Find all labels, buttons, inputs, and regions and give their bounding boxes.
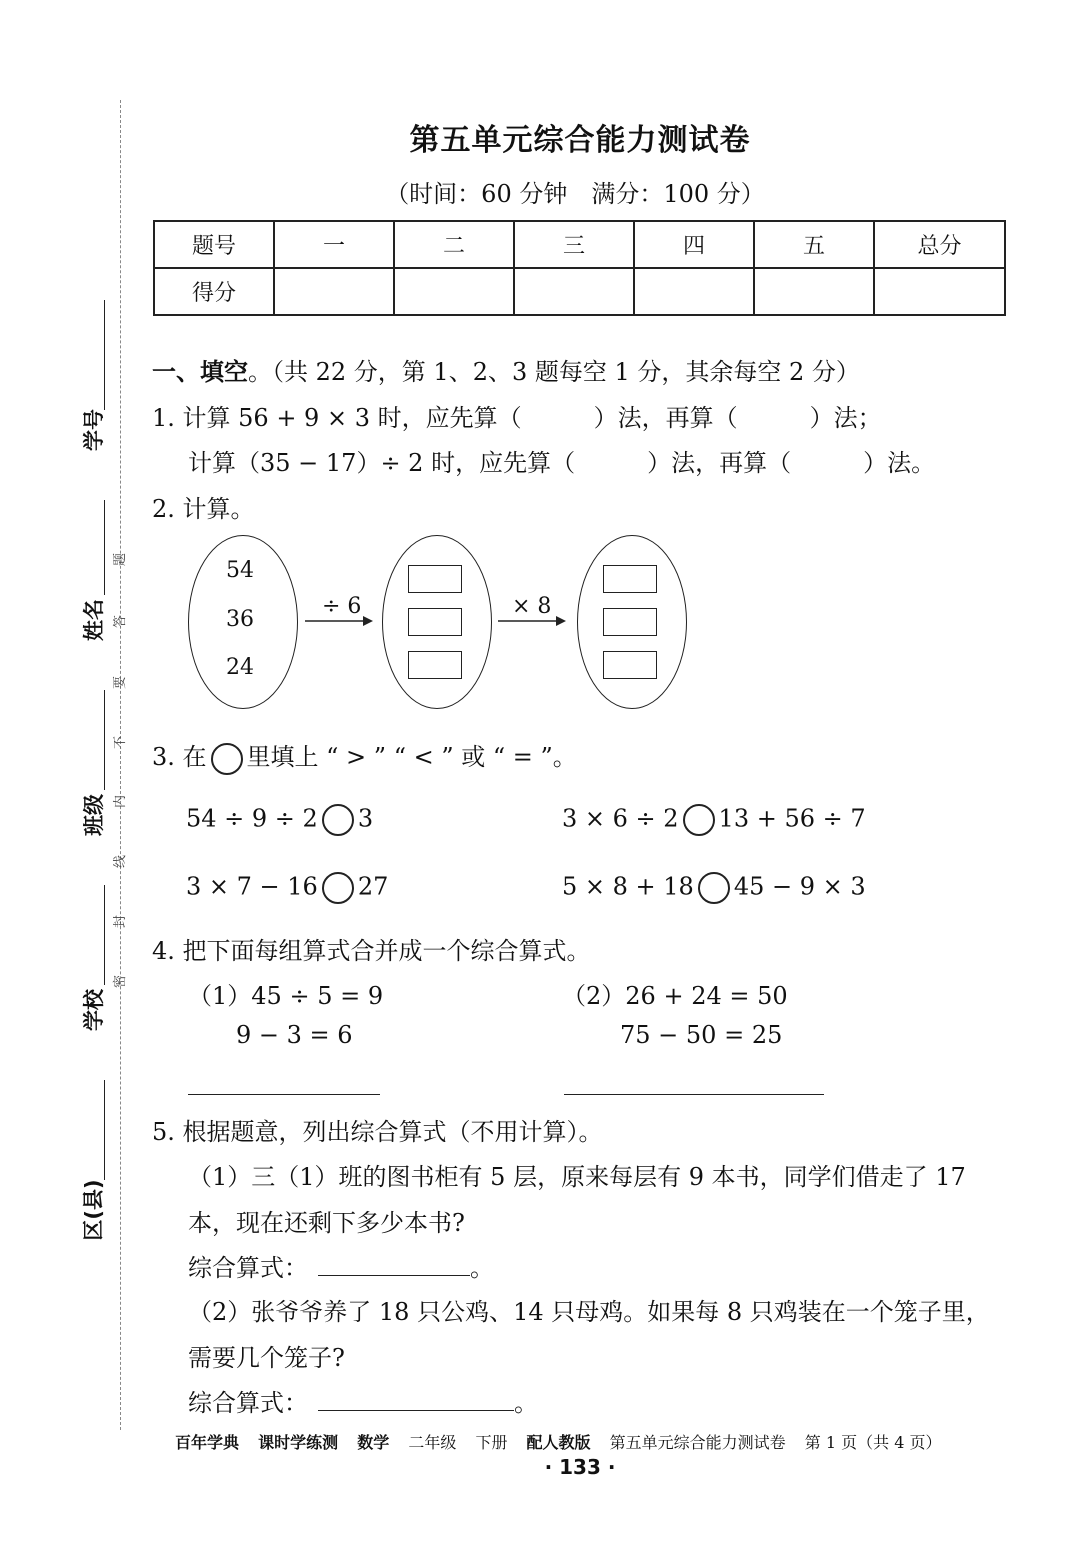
question-1-line-2: 计算（35 − 17）÷ 2 时，应先算（ ）法，再算（ ）法。 bbox=[188, 449, 936, 477]
answer-line[interactable] bbox=[188, 1094, 380, 1095]
score-cell[interactable] bbox=[514, 268, 634, 315]
footer-subject: 数学 bbox=[357, 1433, 390, 1452]
page-title: 第五单元综合能力测试卷 bbox=[409, 123, 751, 158]
group-label: （2） bbox=[562, 982, 626, 1010]
ellipse-number: 24 bbox=[226, 655, 254, 680]
footer-brand: 百年学典 bbox=[175, 1433, 240, 1452]
binding-dotted-line bbox=[120, 100, 121, 1430]
district-label: 区(县) bbox=[81, 1179, 106, 1241]
compare-circle[interactable] bbox=[698, 872, 730, 904]
compare-item bbox=[562, 804, 866, 836]
table-header-cell: 总分 bbox=[874, 221, 1005, 268]
formula-label: 综合算式： bbox=[188, 1389, 308, 1417]
problem-2-line-2: 需要几个笼子? bbox=[188, 1344, 345, 1372]
group-2 bbox=[562, 976, 788, 1011]
student-id-label: 学号 bbox=[82, 409, 106, 451]
equation: 26 + 24 = 50 bbox=[625, 982, 788, 1010]
footer-series: 课时学练测 bbox=[258, 1433, 339, 1452]
problem-1-line-2: 本，现在还剩下多少本书? bbox=[188, 1209, 465, 1237]
compare-left: 5 × 8 + 18 bbox=[562, 872, 694, 901]
question-3-stem-a: 3. 在 bbox=[152, 743, 207, 771]
question-3-stem bbox=[152, 737, 577, 775]
page-number: · 133 · bbox=[544, 1455, 616, 1479]
seal-char: 密 bbox=[113, 974, 129, 989]
arrow-right-icon bbox=[305, 614, 375, 628]
equation: 75 − 50 = 25 bbox=[620, 1021, 783, 1049]
footer-paper: 第五单元综合能力测试卷 bbox=[609, 1433, 786, 1452]
question-1-line-1: 1. 计算 56 + 9 × 3 时，应先算（ ）法，再算（ ）法； bbox=[152, 404, 882, 432]
compare-left: 54 ÷ 9 ÷ 2 bbox=[186, 804, 318, 833]
section-desc: 。（共 22 分，第 1、2、3 题每空 1 分，其余每空 2 分） bbox=[248, 358, 860, 386]
student-id-blank bbox=[104, 300, 105, 410]
seal-char: 线 bbox=[113, 854, 129, 869]
footer-page: 第 1 页（共 4 页） bbox=[804, 1433, 942, 1452]
table-header-cell: 四 bbox=[634, 221, 754, 268]
ellipse-number: 54 bbox=[226, 558, 254, 583]
period: 。 bbox=[470, 1254, 494, 1282]
score-cell[interactable] bbox=[274, 268, 394, 315]
answer-line[interactable] bbox=[564, 1094, 824, 1095]
compare-right: 13 + 56 ÷ 7 bbox=[718, 804, 866, 833]
section-name: 填空 bbox=[200, 358, 248, 386]
footer-grade: 二年级 bbox=[408, 1433, 457, 1452]
score-cell[interactable] bbox=[394, 268, 514, 315]
compare-circle[interactable] bbox=[322, 872, 354, 904]
score-cell[interactable] bbox=[634, 268, 754, 315]
score-cell[interactable] bbox=[754, 268, 874, 315]
section-heading bbox=[152, 352, 860, 387]
seal-char: 要 bbox=[113, 675, 129, 690]
score-cell[interactable] bbox=[874, 268, 1005, 315]
footer bbox=[175, 1430, 955, 1453]
seal-char: 答 bbox=[113, 614, 129, 629]
operation-divide-label: ÷ 6 bbox=[322, 594, 362, 619]
answer-box[interactable] bbox=[408, 651, 462, 679]
section-number: 一、 bbox=[152, 358, 200, 386]
compare-right: 3 bbox=[357, 804, 374, 833]
footer-edition: 配人教版 bbox=[526, 1433, 591, 1452]
formula-answer-line[interactable] bbox=[318, 1410, 514, 1411]
formula-answer-line[interactable] bbox=[318, 1275, 470, 1276]
group-label: （1） bbox=[188, 982, 252, 1010]
period: 。 bbox=[514, 1389, 538, 1417]
compare-circle[interactable] bbox=[322, 804, 354, 836]
equation: 9 − 3 = 6 bbox=[236, 1021, 353, 1049]
compare-right: 45 − 9 × 3 bbox=[733, 872, 866, 901]
score-table bbox=[153, 220, 1006, 316]
student-name-label: 姓名 bbox=[82, 599, 106, 641]
table-header-cell: 三 bbox=[514, 221, 634, 268]
table-row bbox=[154, 268, 1005, 315]
table-row bbox=[154, 221, 1005, 268]
question-4-stem: 4. 把下面每组算式合并成一个综合算式。 bbox=[152, 937, 591, 965]
class-blank bbox=[104, 690, 105, 790]
ellipse-number: 36 bbox=[226, 607, 254, 632]
answer-box[interactable] bbox=[603, 608, 657, 636]
table-header-cell: 一 bbox=[274, 221, 394, 268]
group-1 bbox=[188, 976, 383, 1011]
student-name-blank bbox=[104, 500, 105, 595]
compare-item bbox=[562, 872, 866, 904]
school-blank bbox=[104, 885, 105, 985]
circle-icon bbox=[211, 743, 243, 775]
class-label: 班级 bbox=[82, 794, 106, 836]
compare-left: 3 × 7 − 16 bbox=[186, 872, 318, 901]
answer-box[interactable] bbox=[408, 565, 462, 593]
equation: 45 ÷ 5 = 9 bbox=[251, 982, 384, 1010]
compare-circle[interactable] bbox=[683, 804, 715, 836]
question-3-stem-b: 里填上 “ > ” “ < ” 或 “ = ”。 bbox=[246, 743, 577, 771]
seal-char: 题 bbox=[113, 552, 129, 567]
district-blank bbox=[104, 1080, 105, 1180]
operation-multiply-label: × 8 bbox=[512, 594, 552, 619]
answer-box[interactable] bbox=[408, 608, 462, 636]
seal-char: 内 bbox=[113, 794, 129, 809]
seal-char: 不 bbox=[113, 735, 129, 750]
table-row-label: 得分 bbox=[154, 268, 274, 315]
problem-2-line-1: （2）张爷爷养了 18 只公鸡、14 只母鸡。如果每 8 只鸡装在一个笼子里， bbox=[188, 1298, 990, 1326]
formula-label: 综合算式： bbox=[188, 1254, 308, 1282]
question-2-stem: 2. 计算。 bbox=[152, 495, 255, 523]
compare-left: 3 × 6 ÷ 2 bbox=[562, 804, 679, 833]
compare-item bbox=[186, 804, 373, 836]
table-header-cell: 五 bbox=[754, 221, 874, 268]
table-header-cell: 题号 bbox=[154, 221, 274, 268]
exam-info: （时间：60 分钟 满分：100 分） bbox=[385, 180, 765, 208]
problem-1-line-1: （1）三（1）班的图书柜有 5 层，原来每层有 9 本书，同学们借走了 17 bbox=[188, 1163, 966, 1191]
compare-item bbox=[186, 872, 388, 904]
footer-volume: 下册 bbox=[475, 1433, 508, 1452]
table-header-cell: 二 bbox=[394, 221, 514, 268]
question-5-stem: 5. 根据题意，列出综合算式（不用计算）。 bbox=[152, 1118, 603, 1146]
compare-right: 27 bbox=[357, 872, 389, 901]
answer-box[interactable] bbox=[603, 565, 657, 593]
seal-char: 封 bbox=[113, 914, 129, 929]
school-label: 学校 bbox=[82, 989, 106, 1031]
arrow-right-icon bbox=[498, 614, 568, 628]
answer-box[interactable] bbox=[603, 651, 657, 679]
